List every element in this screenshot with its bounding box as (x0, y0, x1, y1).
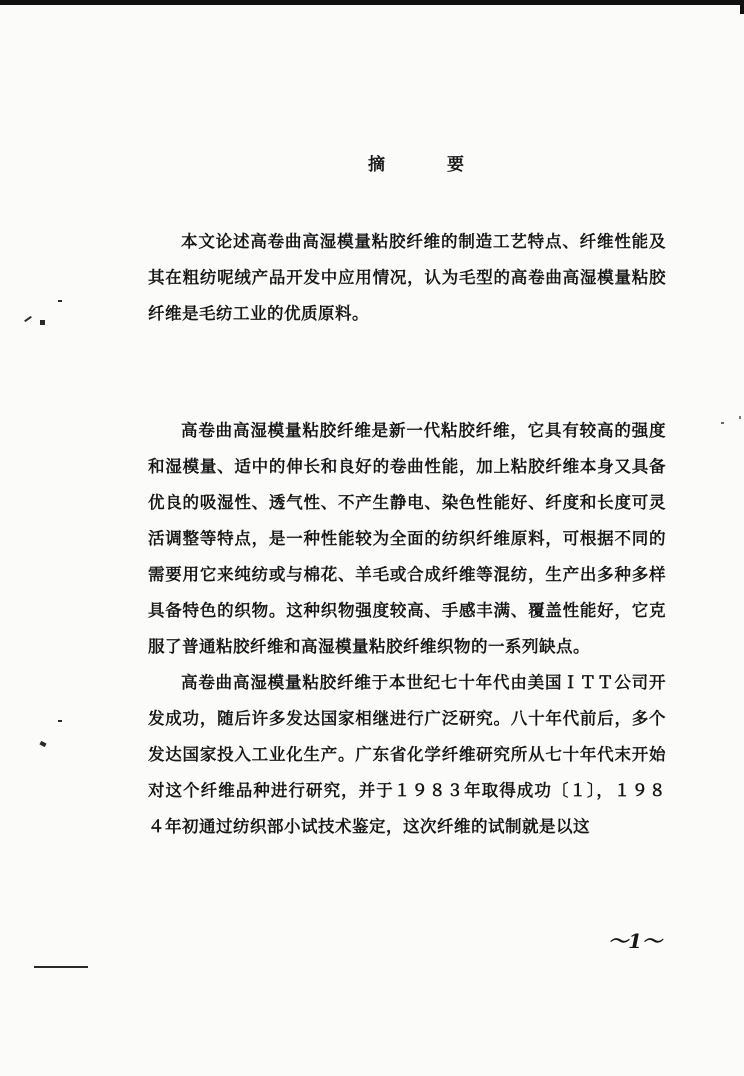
scan-top-edge (0, 0, 744, 5)
body-paragraph-2: 高卷曲高湿模量粘胶纤维于本世纪七十年代由美国ＩＴＴ公司开发成功，随后许多发达国家相继进行广泛研究。八十年代前后，多个发达国家投入工业化生产。广东省化学纤维研究所从七十年代末开始对这个纤维品种进行研究，并于１９８３年取得成功〔１〕，１９８４年初通过纺织部小试技术鉴定，这次纤维的试制就是以这 (148, 673, 666, 836)
scan-mark (34, 966, 88, 968)
scan-mark (40, 320, 45, 325)
abstract-section (148, 224, 666, 332)
body-section (148, 413, 666, 845)
title-char-2: 要 (447, 155, 464, 175)
scan-mark (721, 422, 724, 424)
scan-mark (58, 720, 62, 722)
scan-mark (58, 300, 62, 302)
title-char-1: 摘 (368, 155, 385, 175)
abstract-paragraph: 本文论述高卷曲高湿模量粘胶纤维的制造工艺特点、纤维性能及其在粗纺呢绒产品开发中应用情况，认为毛型的高卷曲高湿模量粘胶纤维是毛纺工业的优质原料。 (148, 232, 666, 323)
page-number: ～1～ (608, 929, 662, 953)
body-paragraph-1: 高卷曲高湿模量粘胶纤维是新一代粘胶纤维，它具有较高的强度和湿模量、适中的伸长和良好的卷曲性能，加上粘胶纤维本身又具备优良的吸湿性、透气性、不产生静电、染色性能好、纤度和长度可灵活调整等特点，是一种性能较为全面的纺织纤维原料，可根据不同的需要用它来纯纺或与棉花、羊毛或合成纤维等混纺，生产出多种多样具备特色的织物。这种织物强度较高、手感丰满、覆盖性能好，它克服了普通粘胶纤维和高湿模量粘胶纤维织物的一系列缺点。 (148, 421, 666, 656)
scan-mark (24, 316, 32, 322)
scan-mark (39, 741, 46, 747)
scan-top-corner (740, 5, 744, 14)
scan-mark (739, 416, 741, 419)
page-title (368, 150, 464, 175)
